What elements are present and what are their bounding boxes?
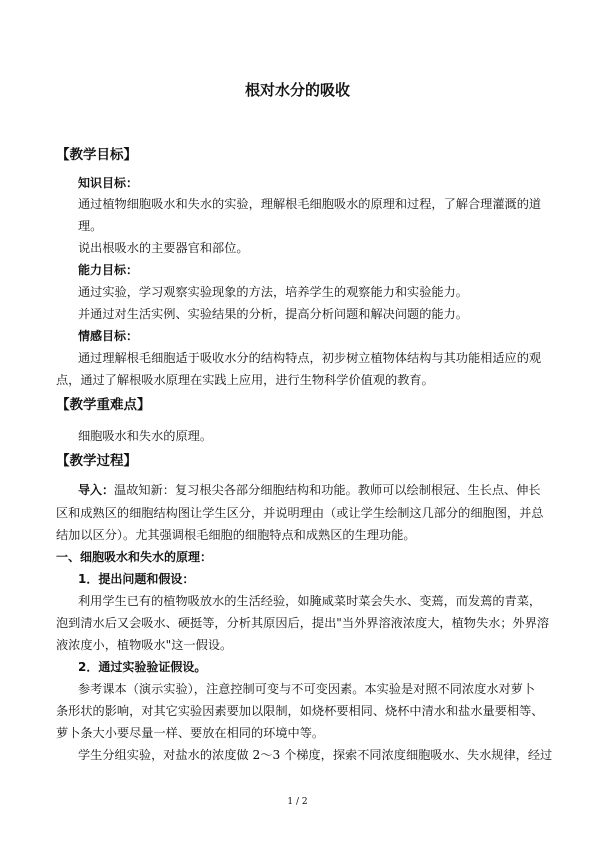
paragraph-line: 说出根吸水的主要器官和部位。 <box>78 241 249 255</box>
paragraph-line: 点，通过了解根吸水原理在实践上应用，进行生物科学价值观的教育。 <box>56 373 434 387</box>
knowledge-goal-label: 知识目标： <box>78 176 139 190</box>
section-heading-process: 【教学过程】 <box>56 453 137 469</box>
paragraph-line: 萝卜条大小要尽量一样、要放在相同的环境中等。 <box>56 726 325 740</box>
part1-heading: 一、细胞吸水和失水的原理： <box>56 550 213 564</box>
section-heading-goals: 【教学目标】 <box>56 147 137 163</box>
paragraph-line: 结加以区分）。尤其强调根毛细胞的细胞特点和成熟区的生理功能。 <box>56 528 416 542</box>
step1-heading: 1．提出问题和假设： <box>78 572 195 586</box>
section-heading-key-points: 【教学重难点】 <box>56 397 151 413</box>
step2-heading: 2．通过实验验证假设。 <box>78 660 207 674</box>
paragraph-line: 理。 <box>78 219 103 233</box>
paragraph-line: 参考课本（演示实验），注意控制可变与不可变因素。本实验是对照不同浓度水对萝卜 <box>78 682 536 696</box>
paragraph-line: 细胞吸水和失水的原理。 <box>78 429 213 443</box>
paragraph-line: 并通过对生活实例、实验结果的分析，提高分析问题和解决问题的能力。 <box>78 307 468 321</box>
paragraph-line: 学生分组实验，对盐水的浓度做 2～3 个梯度，探索不同浓度细胞吸水、失水规律，经过 <box>78 748 553 762</box>
emotion-goal-label: 情感目标： <box>78 329 139 343</box>
paragraph-line: 通过实验，学习观察实验现象的方法，培养学生的观察能力和实验能力。 <box>78 285 468 299</box>
intro-text: 温故知新：复习根尖各部分细胞结构和功能。教师可以绘制根冠、生长点、伸长 <box>114 483 541 497</box>
ability-goal-label: 能力目标： <box>78 263 139 277</box>
paragraph-line: 利用学生已有的植物吸放水的生活经验，如腌咸菜时菜会失水、变蔫，而发蔫的青菜， <box>78 594 542 608</box>
paragraph-line: 液浓度小，植物吸水"这一假设。 <box>56 638 233 652</box>
page-number: 1 / 2 <box>287 797 308 807</box>
page-title: 根对水分的吸收 <box>244 81 350 99</box>
paragraph-line: 通过植物细胞吸水和失水的实验，理解根毛细胞吸水的原理和过程，了解合理灌溉的道 <box>78 197 542 211</box>
paragraph-line <box>78 482 541 498</box>
paragraph-line: 通过理解根毛细胞适于吸收水分的结构特点，初步树立植物体结构与其功能相适应的观 <box>78 351 542 365</box>
paragraph-line: 区和成熟区的细胞结构图让学生区分，并说明理由（或让学生绘制这几部分的细胞图，并总 <box>56 506 544 520</box>
paragraph-line: 泡到清水后又会吸水、硬挺等，分析其原因后，提出"当外界溶液浓度大，植物失水；外界溶 <box>56 616 550 630</box>
paragraph-line: 条形状的影响，对其它实验因素要加以限制，如烧杯要相同、烧杯中清水和盐水量要相等、 <box>56 704 544 718</box>
intro-label: 导入： <box>78 483 115 497</box>
